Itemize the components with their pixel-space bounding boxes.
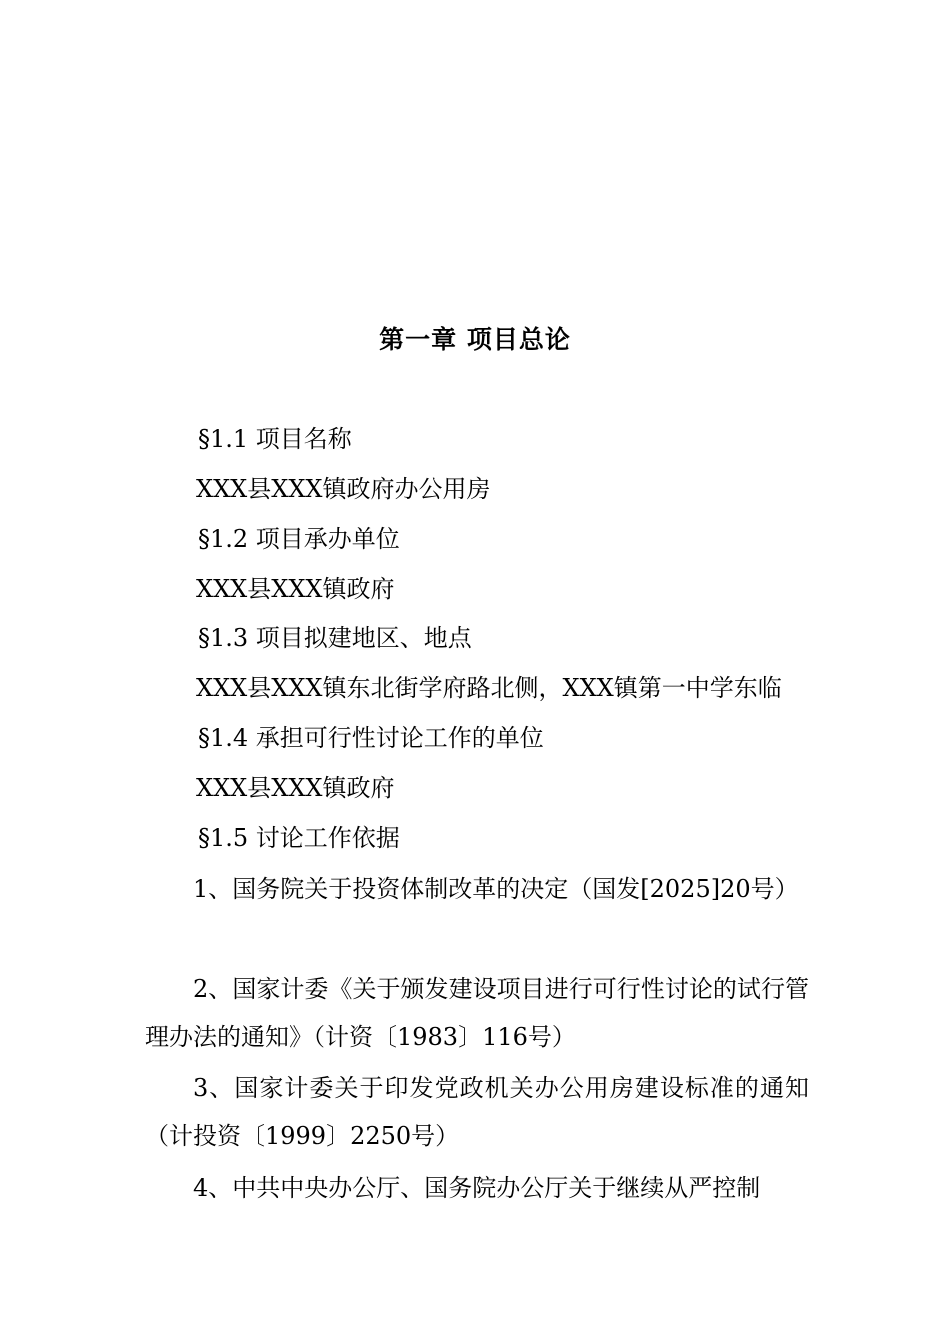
section-content-1-3: XXX县XXX镇东北街学府路北侧，XXX镇第一中学东临 (196, 674, 782, 702)
section-heading-1-5: §1.5 讨论工作依据 (198, 824, 400, 852)
basis-item-4: 4、中共中央办公厅、国务院办公厅关于继续从严控制 (193, 1174, 761, 1202)
section-content-1-1: XXX县XXX镇政府办公用房 (196, 475, 491, 503)
basis-item-3: 3、国家计委关于印发党政机关办公用房建设标准的通知（计投资〔1999〕2250号） (145, 1074, 809, 1150)
section-heading-1-1: §1.1 项目名称 (198, 425, 352, 453)
section-heading-1-4: §1.4 承担可行性讨论工作的单位 (198, 724, 544, 752)
chapter-title: 第一章 项目总论 (379, 325, 571, 354)
basis-item-1: 1、国务院关于投资体制改革的决定（国发[2025]20号） (193, 875, 799, 903)
section-heading-1-2: §1.2 项目承办单位 (198, 525, 400, 553)
basis-item-2: 2、国家计委《关于颁发建设项目进行可行性讨论的试行管理办法的通知》（计资〔1983〕116号） (145, 975, 809, 1051)
section-heading-1-3: §1.3 项目拟建地区、地点 (198, 624, 472, 652)
section-content-1-2: XXX县XXX镇政府 (196, 575, 395, 603)
section-content-1-4: XXX县XXX镇政府 (196, 774, 395, 802)
